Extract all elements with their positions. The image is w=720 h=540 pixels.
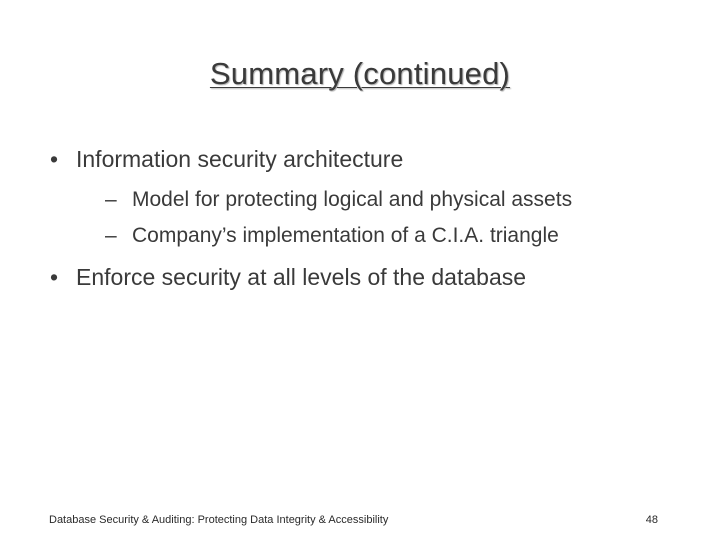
sub-bullet-text: Model for protecting logical and physical assets xyxy=(132,188,573,211)
sub-bullet-item xyxy=(105,182,688,218)
bullet-text: Enforce security at all levels of the database xyxy=(76,264,527,290)
bullet-list xyxy=(48,142,688,294)
sub-bullet-list xyxy=(76,182,688,254)
dash-icon: – xyxy=(105,188,117,211)
footer-text: Database Security & Auditing: Protecting Data Integrity & Accessibility xyxy=(49,514,389,526)
bullet-item xyxy=(48,260,688,294)
dash-icon: – xyxy=(105,224,117,247)
bullet-icon: • xyxy=(50,146,59,172)
bullet-item xyxy=(48,142,688,254)
sub-bullet-text: Company’s implementation of a C.I.A. triangle xyxy=(132,224,559,247)
slide-title: Summary (continued) xyxy=(209,56,511,91)
bullet-text: Information security architecture xyxy=(76,146,404,172)
page-number: 48 xyxy=(645,514,658,526)
bullet-icon: • xyxy=(50,264,59,290)
sub-bullet-item xyxy=(105,218,688,254)
